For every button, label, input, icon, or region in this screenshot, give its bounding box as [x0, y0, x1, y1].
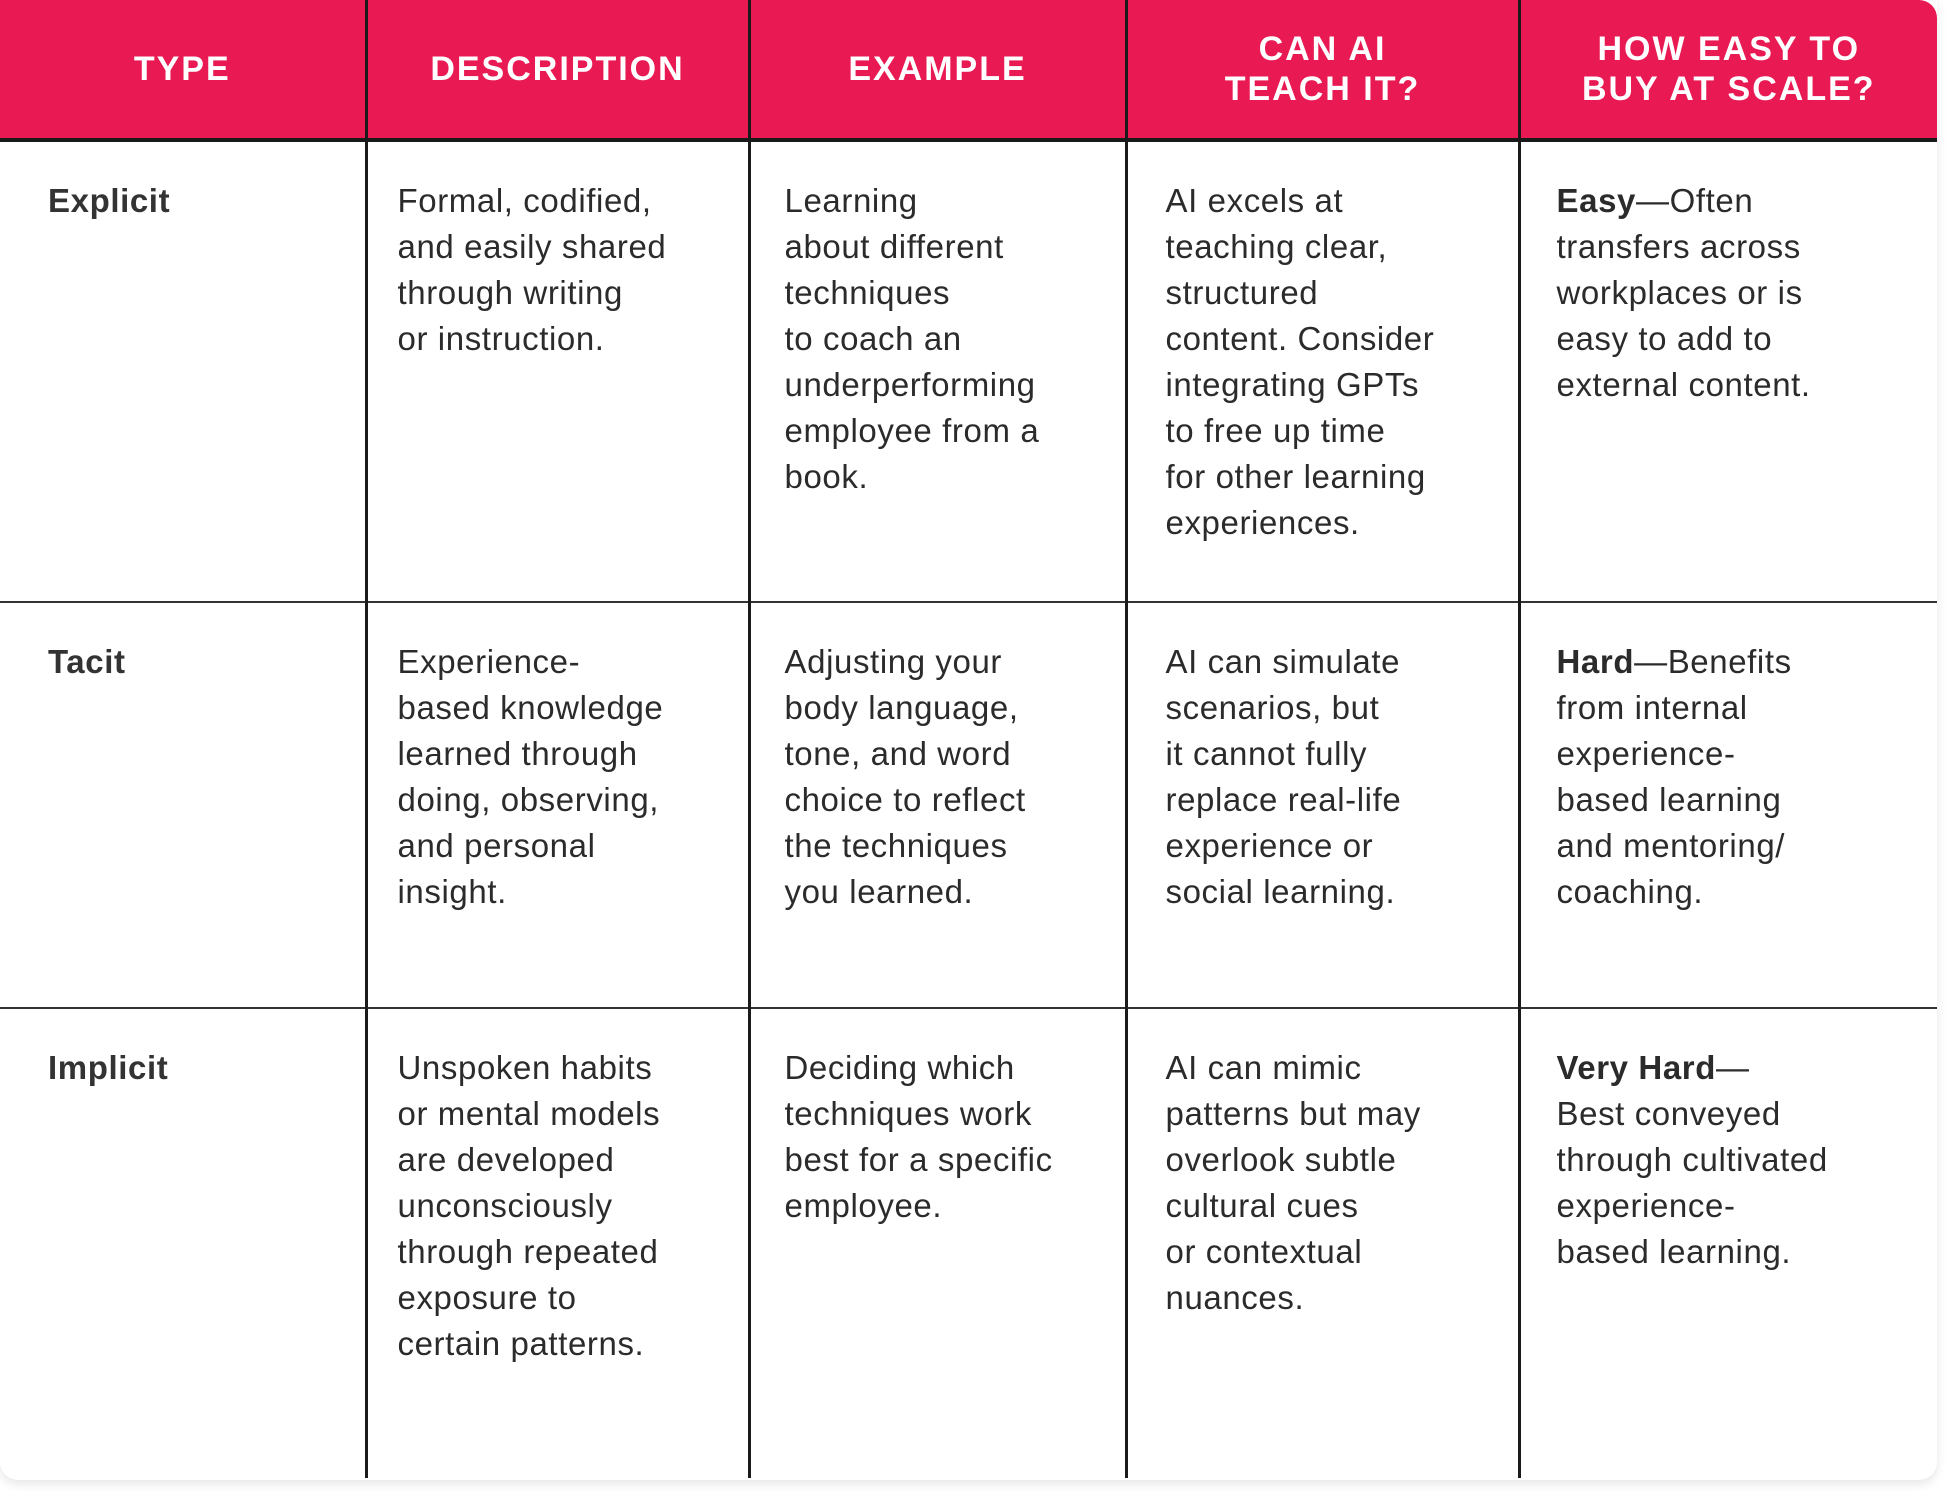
- header-how-easy-to-buy: HOW EASY TO BUY AT SCALE?: [1519, 0, 1937, 140]
- header-type: TYPE: [0, 0, 366, 140]
- cell-type: Explicit: [48, 182, 171, 219]
- cell-how-easy-to-buy: [1519, 1008, 1937, 1478]
- ease-rating-label: Very Hard: [1556, 1049, 1716, 1086]
- cell-how-easy-to-buy: [1519, 140, 1937, 602]
- ease-rating-text: — Best conveyed through cultivated experience- based learning.: [1556, 1049, 1828, 1270]
- cell-description: Experience- based knowledge learned through doing, observing, and personal insight.: [366, 602, 749, 1008]
- header-can-ai-teach-it: CAN AI TEACH IT?: [1126, 0, 1519, 140]
- ease-rating-label: Hard: [1556, 643, 1635, 680]
- table-header: [0, 0, 1937, 140]
- ease-rating-text: —Benefits from internal experience- based learning and mentoring/ coaching.: [1556, 643, 1792, 910]
- table-body: [0, 140, 1937, 1478]
- cell-description: Unspoken habits or mental models are developed unconsciously through repeated exposure to certain patterns.: [366, 1008, 749, 1478]
- cell-can-ai-teach-it: AI can mimic patterns but may overlook subtle cultural cues or contextual nuances.: [1126, 1008, 1519, 1478]
- cell-type: Implicit: [48, 1049, 169, 1086]
- table-row-tacit: [0, 602, 1937, 1008]
- cell-example: Deciding which techniques work best for a specific employee.: [749, 1008, 1126, 1478]
- header-example: EXAMPLE: [749, 0, 1126, 140]
- header-description: DESCRIPTION: [366, 0, 749, 140]
- cell-example: Adjusting your body language, tone, and word choice to reflect the techniques you learned.: [749, 602, 1126, 1008]
- header-row: [0, 0, 1937, 140]
- cell-can-ai-teach-it: AI can simulate scenarios, but it cannot fully replace real-life experience or social learning.: [1126, 602, 1519, 1008]
- cell-description: Formal, codified, and easily shared through writing or instruction.: [366, 140, 749, 602]
- cell-type: Tacit: [48, 643, 126, 680]
- table-row-implicit: [0, 1008, 1937, 1478]
- table-row-explicit: [0, 140, 1937, 602]
- ease-rating-label: Easy: [1556, 182, 1636, 219]
- cell-example: Learning about different techniques to coach an underperforming employee from a book.: [749, 140, 1126, 602]
- cell-how-easy-to-buy: [1519, 602, 1937, 1008]
- cell-can-ai-teach-it: AI excels at teaching clear, structured content. Consider integrating GPTs to free up time for other learning experiences.: [1126, 140, 1519, 602]
- ease-rating-text: —Often transfers across workplaces or is easy to add to external content.: [1556, 182, 1811, 403]
